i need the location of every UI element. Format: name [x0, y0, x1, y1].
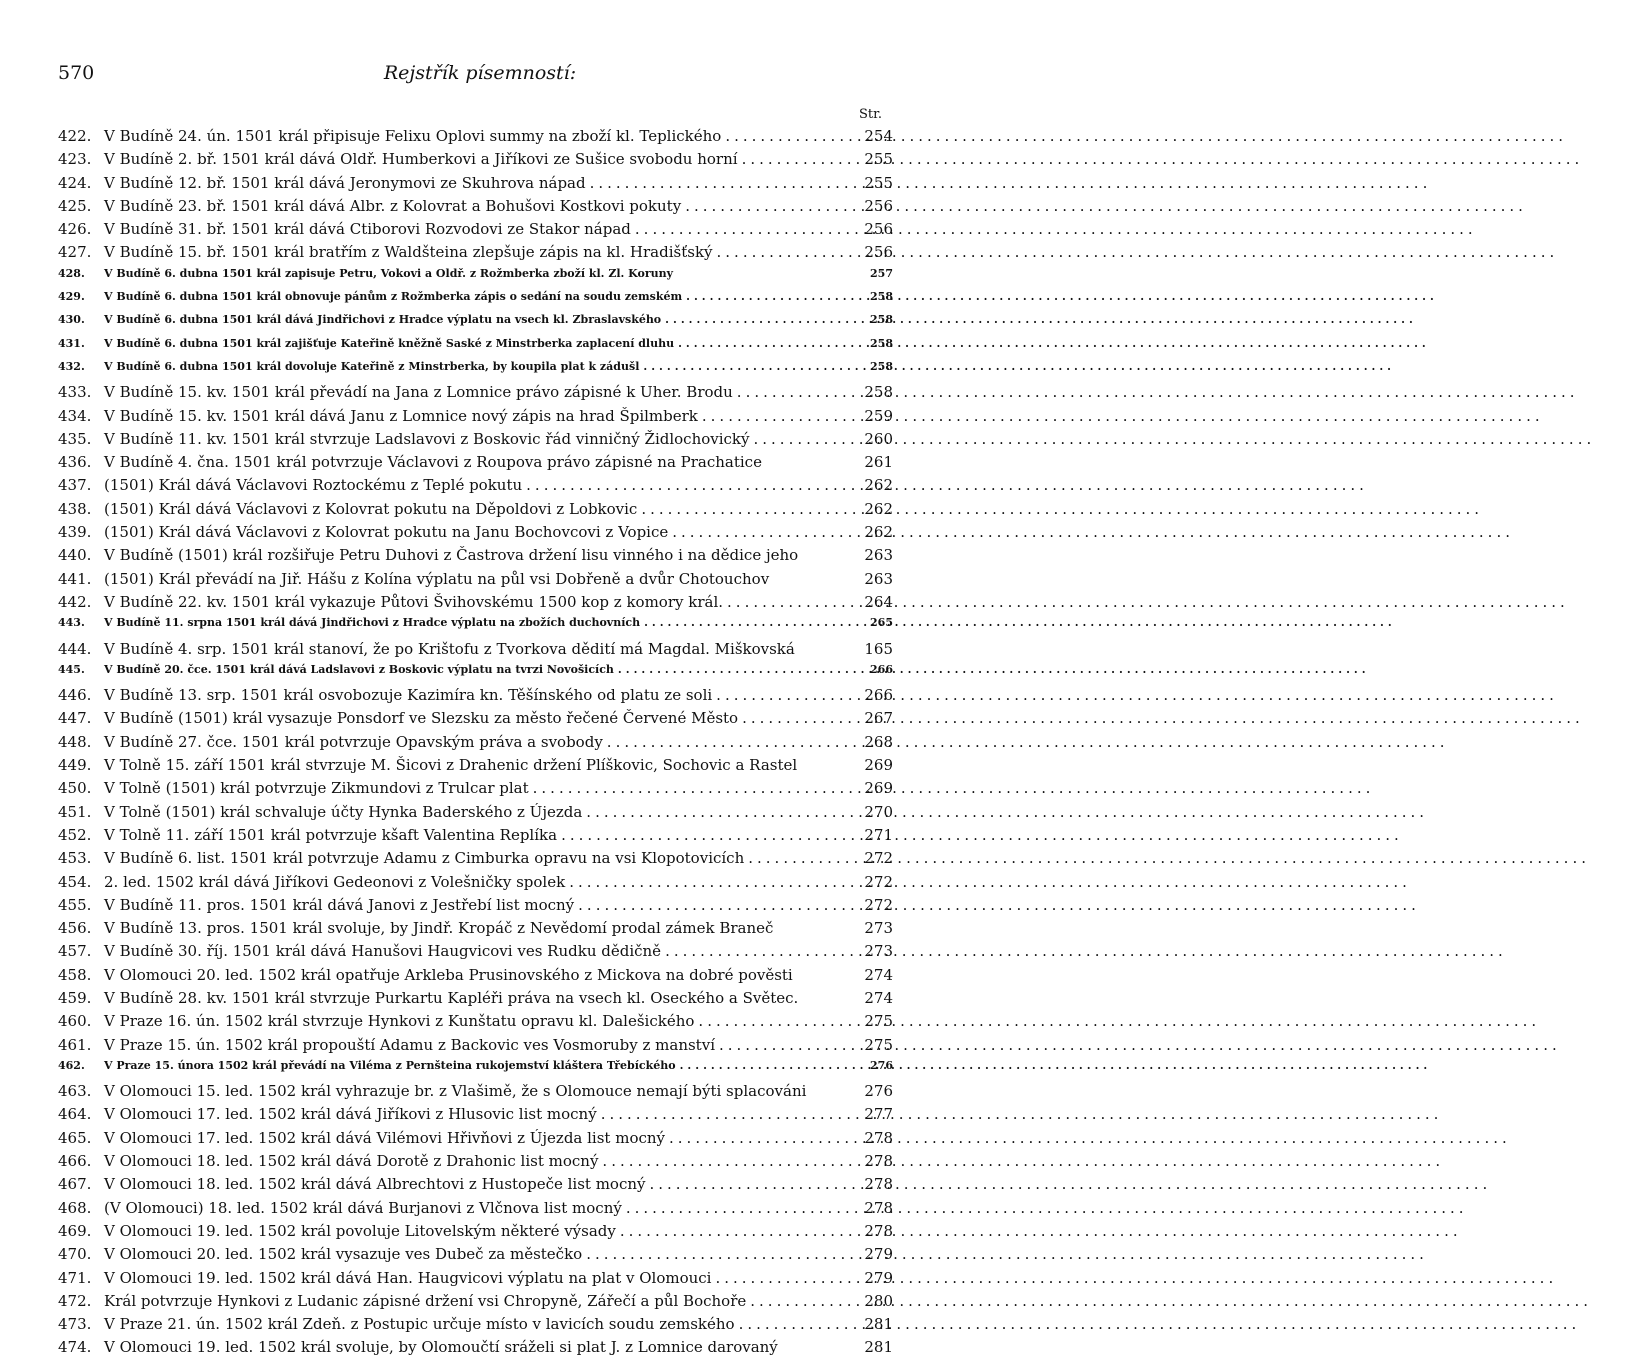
leader-dots [711, 1269, 857, 1287]
leader-dots [637, 500, 857, 518]
entry-page-number: 255 [864, 173, 893, 192]
register-entry [58, 709, 893, 732]
leader-dots [640, 616, 857, 629]
entry-number: 463. [58, 1082, 92, 1101]
leader-dots [750, 430, 858, 448]
leader-dots [738, 150, 857, 168]
leader-dots [557, 826, 857, 844]
entry-number: 441. [58, 569, 92, 588]
entry-page-number: 256 [864, 220, 893, 239]
entry-number: 471. [58, 1268, 92, 1287]
entry-text: V Budíně 13. pros. 1501 král svoluje, by Jindř. Kropáč z Nevědomí prodal zámek Braneč [104, 919, 774, 938]
entry-number: 465. [58, 1128, 92, 1147]
entry-number: 468. [58, 1198, 92, 1217]
entry-page-number: 272 [864, 895, 893, 914]
entry-text: Král potvrzuje Hynkovi z Ludanic zápisné držení vsi Chropyně, Zářečí a půl Bochoře [104, 1291, 747, 1310]
entry-page-number: 257 [870, 266, 893, 280]
entry-number: 451. [58, 802, 92, 821]
entry-page-number: 275 [864, 1012, 893, 1031]
entry-text: V Budíně 13. srp. 1501 král osvobozuje Kazimíra kn. Těšínského od platu ze soli [104, 686, 713, 705]
register-entry [58, 1315, 893, 1338]
register-entry [58, 873, 893, 896]
entry-number: 425. [58, 196, 92, 215]
entry-number: 426. [58, 220, 92, 239]
leader-dots [694, 1012, 857, 1030]
entry-text: V Olomouci 18. led. 1502 král dává Albrechtovi z Hustopeče list mocný [104, 1175, 646, 1194]
entry-number: 427. [58, 243, 92, 262]
entry-page-number: 278 [864, 1198, 893, 1217]
entry-page-number: 278 [864, 1221, 893, 1240]
entry-page-number: 258 [870, 359, 893, 373]
entry-text: V Praze 21. ún. 1502 král Zdeň. z Postupic určuje místo v lavicích soudu zemského [104, 1315, 735, 1334]
register-entry [58, 779, 893, 802]
register-entry [58, 1059, 893, 1082]
entry-text: V Budíně 11. srpna 1501 král dává Jindřichovi z Hradce výplatu na zbožích duchovních [104, 616, 641, 630]
register-entry [58, 546, 893, 569]
entry-text: V Budíně 22. kv. 1501 král vykazuje Půtovi Švihovskému 1500 kop z komory král. [104, 592, 724, 611]
entry-page-number: 266 [870, 662, 893, 676]
entry-text: V Budíně 20. čce. 1501 král dává Ladslavovi z Boskovic výplatu na tvrzi Novošicích [104, 662, 614, 676]
entry-text: (1501) Král dává Václavovi z Kolovrat pokutu na Janu Bochovcovi z Vopice [104, 523, 669, 542]
entry-text: V Budíně 15. bř. 1501 král bratřím z Waldšteina zlepšuje zápis na kl. Hradišťský [104, 243, 713, 262]
leader-dots [574, 896, 857, 914]
entry-page-number: 268 [864, 732, 893, 751]
entry-text: V Budíně 6. dubna 1501 král obnovuje pánům z Rožmberka zápis o sedání na soudu zemském [104, 290, 683, 304]
entry-page-number: 272 [864, 872, 893, 891]
register-entry [58, 919, 893, 942]
register-entry [58, 476, 893, 499]
register-entry [58, 1129, 893, 1152]
register-entry [58, 220, 893, 243]
entry-number: 461. [58, 1035, 92, 1054]
entry-page-number: 258 [864, 383, 893, 402]
entry-page-number: 275 [864, 1035, 893, 1054]
entry-page-number: 265 [870, 616, 893, 630]
entry-number: 437. [58, 476, 92, 495]
register-entry [58, 500, 893, 523]
register-entry [58, 1338, 893, 1361]
entry-page-number: 270 [864, 802, 893, 821]
register-entry [58, 570, 893, 593]
entry-number: 457. [58, 942, 92, 961]
entry-number: 458. [58, 965, 92, 984]
register-entry [58, 896, 893, 919]
entry-page-number: 279 [864, 1268, 893, 1287]
entry-page-number: 258 [870, 313, 893, 327]
register-entry [58, 640, 893, 663]
entry-text: V Olomouci 18. led. 1502 král dává Dorotě z Drahonic list mocný [104, 1152, 599, 1171]
leader-dots [682, 290, 857, 303]
leader-dots [715, 1036, 857, 1054]
entry-number: 433. [58, 383, 92, 402]
entry-text: V Budíně 24. ún. 1501 král připisuje Felixu Oplovi summy na zboží kl. Teplického [104, 127, 722, 145]
entry-number: 456. [58, 919, 92, 938]
leader-dots [529, 779, 857, 797]
entry-number: 454. [58, 872, 92, 891]
leader-dots [614, 663, 857, 676]
entry-page-number: 256 [864, 243, 893, 262]
leader-dots [639, 360, 857, 373]
register-entry [58, 337, 893, 360]
register-entry [58, 733, 893, 756]
leader-dots [631, 220, 857, 238]
leader-dots [597, 1105, 857, 1123]
register-entry [58, 127, 893, 150]
entry-page-number: 278 [864, 1152, 893, 1171]
entry-number: 474. [58, 1338, 92, 1357]
entry-text: V Praze 15. ún. 1502 král propouští Adamu z Backovic ves Vosmoruby z manství [104, 1035, 715, 1054]
entry-page-number: 258 [870, 290, 893, 304]
entry-text: V Budíně 11. kv. 1501 král stvrzuje Ladslavovi z Boskovic řád vinničný Židlochovický [104, 429, 750, 448]
entry-text: V Praze 16. ún. 1502 král stvrzuje Hynkovi z Kunštatu opravu kl. Dalešického [104, 1012, 695, 1031]
entry-text: V Olomouci 19. led. 1502 král dává Han. Haugvicovi výplatu na plat v Olomouci [104, 1268, 712, 1287]
entry-text: V Budíně (1501) král vysazuje Ponsdorf ve Slezsku za město řečené Červené Město [104, 709, 739, 728]
register-entry [58, 616, 893, 639]
entry-number: 470. [58, 1245, 92, 1264]
entry-text: V Budíně 4. čna. 1501 král potvrzuje Václavovi z Roupova právo zápisné na Prachatice [104, 453, 762, 472]
leader-dots [646, 1175, 858, 1193]
entry-page-number: 271 [864, 825, 893, 844]
leader-dots [744, 849, 857, 867]
entry-text: V Budíně 11. pros. 1501 král dává Janovi z Jestřebí list mocný [104, 895, 575, 914]
entry-text: (1501) Král dává Václavovi z Kolovrat pokutu na Děpoldovi z Lobkovic [104, 499, 638, 518]
leader-dots [713, 243, 857, 261]
entry-number: 466. [58, 1152, 92, 1171]
leader-dots [721, 127, 857, 145]
register-entry [58, 407, 893, 430]
register-entry [58, 593, 893, 616]
leader-dots [661, 942, 857, 960]
register-entry [58, 313, 893, 336]
entry-page-number: 276 [864, 1082, 893, 1101]
entry-number: 439. [58, 523, 92, 542]
entry-number: 459. [58, 988, 92, 1007]
entry-page-number: 280 [864, 1291, 893, 1310]
entry-text: V Tolně (1501) král schvaluje účty Hynka Baderského z Újezda [104, 802, 583, 821]
leader-dots [582, 803, 857, 821]
entry-text: V Budíně 4. srp. 1501 král stanoví, že po Krištofu z Tvorkova dědití má Magdal. Miškovská [104, 639, 795, 658]
entry-number: 455. [58, 895, 92, 914]
entry-page-number: 274 [864, 965, 893, 984]
entry-number: 443. [58, 616, 85, 630]
leader-dots [712, 686, 857, 704]
entry-number: 428. [58, 266, 85, 280]
entry-number: 472. [58, 1291, 92, 1310]
entry-page-number: 262 [864, 476, 893, 495]
entry-text: V Budíně 31. bř. 1501 král dává Ctiborovi Rozvodovi ze Stakor nápad [104, 220, 631, 239]
entry-number: 422. [58, 127, 92, 145]
register-entry [58, 150, 893, 173]
entry-number: 438. [58, 499, 92, 518]
entry-number: 429. [58, 290, 85, 304]
leader-dots [723, 593, 857, 611]
entry-text: V Tolně 11. září 1501 král potvrzuje kšaft Valentina Replíka [104, 825, 558, 844]
register-entry [58, 966, 893, 989]
leader-dots [746, 1292, 857, 1310]
running-title: Rejstřík písemností: [383, 62, 577, 84]
register-entry [58, 1082, 893, 1105]
entry-page-number: 278 [864, 1128, 893, 1147]
leader-dots [733, 383, 857, 401]
leader-dots [735, 1315, 857, 1333]
entry-text: V Praze 15. února 1502 král převádí na Viléma z Pernšteina rukojemství kláštera Třebíckého [104, 1058, 676, 1072]
register-entry [58, 1036, 893, 1059]
entry-text: V Olomouci 17. led. 1502 král dává Vilémovi Hřivňovi z Újezda list mocný [104, 1128, 666, 1147]
entry-text: V Budíně 2. bř. 1501 král dává Oldř. Humberkovi a Jiříkovi ze Sušice svobodu horní [104, 150, 738, 169]
entry-page-number: 262 [864, 499, 893, 518]
entry-page-number: 262 [864, 523, 893, 542]
entry-text: V Tolně (1501) král potvrzuje Zikmundovi z Trulcar plat [104, 779, 529, 798]
entry-page-number: 261 [864, 453, 893, 472]
entry-page-number: 266 [864, 686, 893, 705]
entry-page-number: 263 [864, 546, 893, 565]
leader-dots [668, 523, 857, 541]
entry-page-number: 264 [864, 592, 893, 611]
entry-number: 450. [58, 779, 92, 798]
entry-text: V Olomouci 20. led. 1502 král opatřuje Arkleba Prusinovského z Mickova na dobré pověsti [104, 965, 793, 984]
entry-number: 464. [58, 1105, 92, 1124]
leader-dots [665, 1129, 857, 1147]
entry-page-number: 281 [864, 1338, 893, 1357]
register-list [58, 127, 893, 1362]
leader-dots [681, 197, 857, 215]
entry-text: V Budíně 28. kv. 1501 král stvrzuje Purkartu Kapléři práva na vsech kl. Oseckého a Světec. [104, 988, 799, 1007]
leader-dots [661, 313, 857, 326]
entry-page-number: 269 [864, 779, 893, 798]
entry-page-number: 279 [864, 1245, 893, 1264]
entry-number: 436. [58, 453, 92, 472]
register-entry [58, 360, 893, 383]
entry-page-number: 273 [864, 942, 893, 961]
entry-number: 469. [58, 1221, 92, 1240]
entry-page-number: 277 [864, 1105, 893, 1124]
register-entry [58, 290, 893, 313]
register-entry [58, 1245, 893, 1268]
entry-text: V Budíně 15. kv. 1501 král převádí na Jana z Lomnice právo zápisné k Uher. Brodu [104, 383, 733, 402]
leader-dots [616, 1222, 857, 1240]
register-entry [58, 1175, 893, 1198]
leader-dots [598, 1152, 857, 1170]
entry-text: 2. led. 1502 král dává Jiříkovi Gedeonovi z Volešničky spolek [104, 872, 566, 891]
leader-dots [582, 1245, 857, 1263]
register-entry [58, 803, 893, 826]
entry-text: V Budíně 12. bř. 1501 král dává Jeronymovi ze Skuhrova nápad [104, 173, 586, 192]
entry-number: 452. [58, 825, 92, 844]
entry-number: 442. [58, 592, 92, 611]
register-entry [58, 663, 893, 686]
register-entry [58, 430, 893, 453]
entry-text: V Olomouci 19. led. 1502 král povoluje Litovelským některé výsady [104, 1221, 616, 1240]
entry-text: (1501) Král převádí na Jiř. Hášu z Kolína výplatu na půl vsi Dobřeně a dvůr Chotouchov [104, 569, 770, 588]
register-entry [58, 1292, 893, 1315]
register-entry [58, 1222, 893, 1245]
entry-page-number: 276 [870, 1058, 893, 1072]
entry-text: V Olomouci 17. led. 1502 král dává Jiříkovi z Hlusovic list mocný [104, 1105, 597, 1124]
entry-text: V Budíně 6. dubna 1501 král dovoluje Kateřině z Minstrberka, by koupila plat k zádušl [104, 359, 640, 373]
entry-page-number: 267 [864, 709, 893, 728]
register-entry [58, 1152, 893, 1175]
register-entry [58, 174, 893, 197]
entry-number: 444. [58, 639, 92, 658]
entry-number: 440. [58, 546, 92, 565]
register-entry [58, 686, 893, 709]
entry-text: V Budíně (1501) král rozšiřuje Petru Duhovi z Častrova držení lisu vinného i na dědice jeho [104, 546, 799, 565]
entry-number: 423. [58, 150, 92, 169]
entry-number: 449. [58, 756, 92, 775]
entry-page-number: 256 [864, 196, 893, 215]
entry-number: 445. [58, 662, 85, 676]
entry-page-number: 272 [864, 849, 893, 868]
entry-number: 460. [58, 1012, 92, 1031]
register-entry [58, 383, 893, 406]
entry-text: V Budíně 6. dubna 1501 král dává Jindřichovi z Hradce výplatu na vsech kl. Zbraslavského [104, 313, 662, 327]
entry-page-number: 273 [864, 919, 893, 938]
register-entry [58, 243, 893, 266]
entry-number: 453. [58, 849, 92, 868]
entry-text: (1501) Král dává Václavovi Roztockému z Teplé pokutu [104, 476, 523, 495]
entry-text: V Budíně 30. říj. 1501 král dává Hanušovi Haugvicovi ves Rudku dědičně [104, 942, 662, 961]
entry-number: 446. [58, 686, 92, 705]
entry-number: 473. [58, 1315, 92, 1334]
leader-dots [522, 476, 857, 494]
page-number: 570 [58, 62, 95, 84]
entry-text: V Budíně 15. kv. 1501 král dává Janu z Lomnice nový zápis na hrad Špilmberk [104, 406, 698, 425]
register-entry [58, 453, 893, 476]
entry-page-number: 274 [864, 988, 893, 1007]
entry-page-number: 260 [864, 429, 893, 448]
leader-dots [698, 407, 857, 425]
entry-text: V Budíně 27. čce. 1501 král potvrzuje Opavským práva a svobody [104, 732, 603, 751]
entry-page-number: 259 [864, 406, 893, 425]
entry-number: 467. [58, 1175, 92, 1194]
register-entry [58, 756, 893, 779]
entry-text: V Budíně 6. list. 1501 král potvrzuje Adamu z Cimburka opravu na vsi Klopotovicích [104, 849, 745, 868]
entry-text: V Olomouci 15. led. 1502 král vyhrazuje br. z Vlašimě, že s Olomouce nemají býti splacováni [104, 1082, 807, 1101]
entry-text: V Olomouci 20. led. 1502 král vysazuje ves Dubeč za městečko [104, 1245, 583, 1264]
register-entry [58, 267, 893, 290]
entry-text: V Tolně 15. září 1501 král stvrzuje M. Šicovi z Drahenic držení Plíškovic, Sochovic a Rastel [104, 756, 798, 775]
entry-page-number: 263 [864, 569, 893, 588]
register-entry [58, 849, 893, 872]
entry-page-number: 281 [864, 1315, 893, 1334]
entry-number: 431. [58, 336, 85, 350]
entry-page-number: 255 [864, 150, 893, 169]
leader-dots [622, 1199, 857, 1217]
entry-page-number: 269 [864, 756, 893, 775]
register-entry [58, 989, 893, 1012]
entry-number: 435. [58, 429, 92, 448]
entry-page-number: 258 [870, 336, 893, 350]
register-entry [58, 197, 893, 220]
entry-text: (V Olomouci) 18. led. 1502 král dává Burjanovi z Vlčnova list mocný [104, 1198, 622, 1217]
register-entry [58, 523, 893, 546]
register-entry [58, 1012, 893, 1035]
entry-number: 462. [58, 1058, 85, 1072]
leader-dots [565, 873, 857, 891]
register-entry [58, 826, 893, 849]
leader-dots [676, 1059, 857, 1072]
entry-number: 424. [58, 173, 92, 192]
entry-number: 448. [58, 732, 92, 751]
register-entry [58, 1199, 893, 1222]
register-entry [58, 1105, 893, 1128]
entry-text: V Budíně 6. dubna 1501 král zajišťuje Kateřině kněžně Saské z Minstrberka zaplacení dluhu [104, 336, 675, 350]
register-entry [58, 942, 893, 965]
entry-text: V Budíně 23. bř. 1501 král dává Albr. z Kolovrat a Bohušovi Kostkovi pokuty [104, 196, 682, 215]
entry-text: V Budíně 6. dubna 1501 král zapisuje Petru, Vokovi a Oldř. z Rožmberka zboží kl. Zl. Koruny [104, 266, 674, 280]
entry-number: 434. [58, 406, 92, 425]
entry-number: 432. [58, 359, 85, 373]
leader-dots [674, 337, 857, 350]
entry-number: 447. [58, 709, 92, 728]
entry-text: V Olomouci 19. led. 1502 král svoluje, by Olomoučtí sráželi si plat J. z Lomnice darovaný [104, 1338, 778, 1357]
entry-page-number: 165 [864, 639, 893, 658]
register-entry [58, 1269, 893, 1292]
entry-page-number: 254 [864, 127, 893, 145]
leader-dots [738, 709, 857, 727]
leader-dots [586, 174, 857, 192]
entry-number: 430. [58, 313, 85, 327]
leader-dots [603, 733, 857, 751]
page-column-label: Str. [858, 107, 882, 122]
entry-page-number: 278 [864, 1175, 893, 1194]
